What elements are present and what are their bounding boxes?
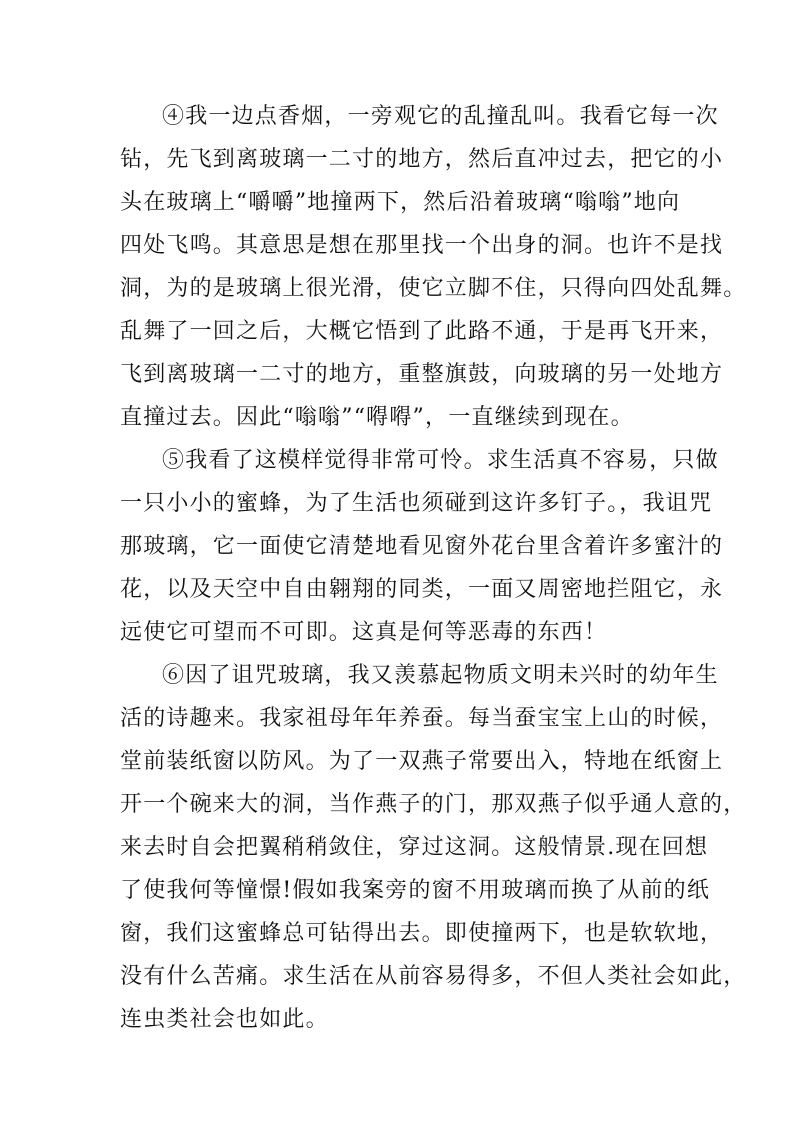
paragraph-5-line-2: 一只小小的蜜蜂，为了生活也须碰到这许多钉子。，我诅咒 [120, 491, 713, 516]
paragraph-4-line-6: 乱舞了一回之后，大概它悟到了此路不通，于是再飞开来， [120, 319, 724, 344]
paragraph-6-line-4: 开一个碗来大的洞，当作燕子的门，那双燕子似乎通人意的， [120, 792, 747, 817]
paragraph-6-line-3: 堂前装纸窗以防风。为了一双燕子常要出入，特地在纸窗上 [120, 749, 724, 774]
paragraph-6-line-6: 了使我何等憧憬!假如我案旁的窗不用玻璃而换了从前的纸 [120, 878, 711, 903]
paragraph-4-line-8: 直撞过去。因此“嗡嗡”“嘚嘚”，一直继续到现在。 [120, 405, 634, 430]
paragraph-6-line-1: ⑥因了诅咒玻璃，我又羡慕起物质文明未兴时的幼年生 [162, 663, 719, 688]
paragraph-6-line-7: 窗，我们这蜜蜂总可钻得出去。即使撞两下，也是软软地， [120, 921, 724, 946]
paragraph-4-line-7: 飞到离玻璃一二寸的地方，重整旗鼓，向玻璃的另一处地方 [120, 362, 724, 387]
paragraph-6-line-5: 来去时自会把翼稍稍敛住，穿过这洞。这般情景.现在回想 [120, 835, 709, 860]
paragraph-5-line-4: 花，以及天空中自由翱翔的同类，一面又周密地拦阻它，永 [120, 577, 724, 602]
paragraph-4-line-4: 四处飞鸣。其意思是想在那里找一个出身的洞。也许不是找 [120, 233, 724, 258]
paragraph-4-line-3: 头在玻璃上“嚼嚼”地撞两下，然后沿着玻璃“嗡嗡”地向 [120, 190, 681, 215]
paragraph-6-line-2: 活的诗趣来。我家祖母年年养蚕。每当蚕宝宝上山的时候， [120, 706, 724, 731]
paragraph-5-line-1: ⑤我看了这模样觉得非常可怜。求生活真不容易，只做 [162, 448, 719, 473]
paragraph-4-line-1: ④我一边点香烟，一旁观它的乱撞乱叫。我看它每一次 [162, 104, 719, 129]
paragraph-4-line-5: 洞，为的是玻璃上很光滑，使它立脚不住，只得向四处乱舞。 [120, 276, 747, 301]
paragraph-5-line-3: 那玻璃，它一面使它清楚地看见窗外花台里含着许多蜜汁的 [120, 534, 724, 559]
paragraph-6-line-8: 没有什么苦痛。求生活在从前容易得多，不但人类社会如此， [120, 964, 747, 989]
paragraph-6-line-9: 连虫类社会也如此。 [120, 1007, 329, 1032]
paragraph-4-line-2: 钻，先飞到离玻璃一二寸的地方，然后直冲过去，把它的小 [120, 147, 724, 172]
paragraph-5-line-5: 远使它可望而不可即。这真是何等恶毒的东西！ [120, 620, 608, 645]
